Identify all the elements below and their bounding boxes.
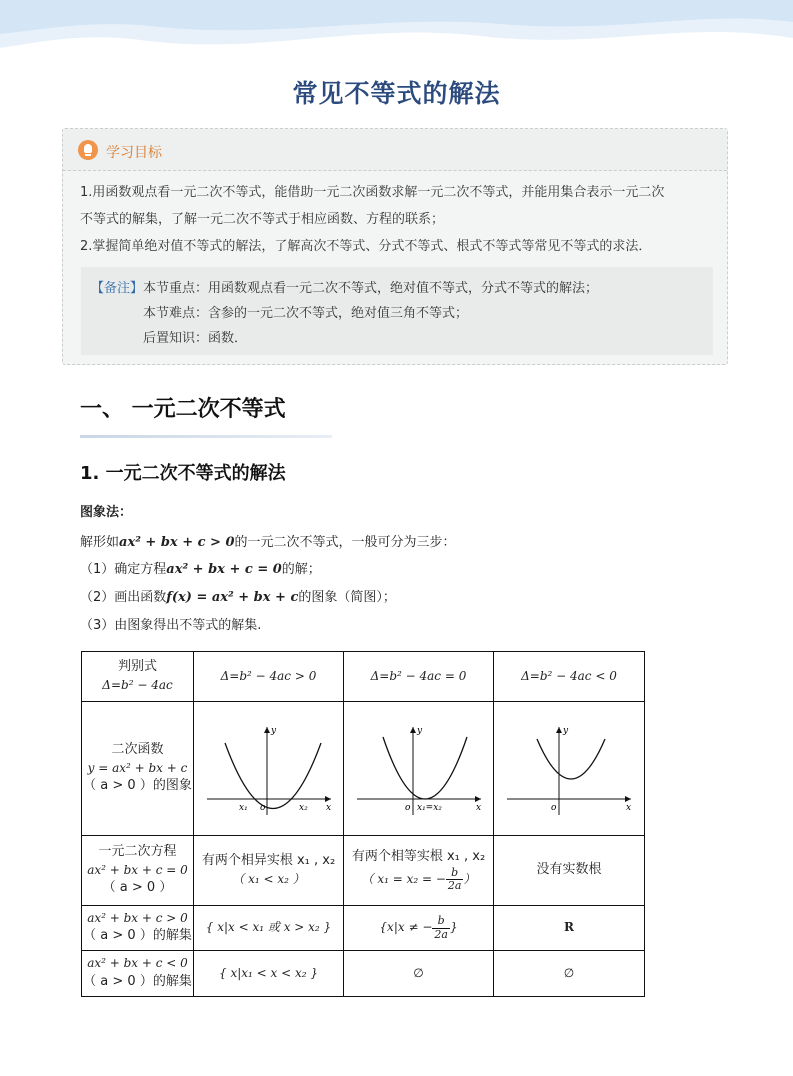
step-3: （3）由图象得出不等式的解集.: [80, 618, 262, 633]
section-underline: [80, 435, 332, 438]
parabola-two-roots-graph: [199, 719, 339, 819]
table-cell: [344, 702, 494, 836]
lightbulb-icon: [78, 140, 98, 160]
svg-text:x₁: x₁: [238, 802, 248, 813]
table-cell: 没有实数根: [494, 836, 645, 906]
step-2: （2）画出函数f(x) = ax² + bx + c的图象（简图）；: [80, 590, 396, 605]
table-row: [82, 951, 645, 997]
learning-goals-header: [63, 129, 727, 171]
table-cell: ax² + bx + c > 0 （ a > 0 ）的解集: [82, 906, 194, 951]
learning-goals-box: [62, 128, 728, 365]
section-title: 一、 一元二次不等式: [80, 397, 286, 422]
svg-text:x: x: [325, 802, 331, 813]
table-cell: R: [494, 906, 645, 951]
table-cell: [494, 702, 645, 836]
table-cell: { x|x < x₁ 或 x > x₂ }: [194, 906, 344, 951]
svg-text:y: y: [416, 725, 422, 736]
table-cell: ax² + bx + c < 0 （ a > 0 ）的解集: [82, 951, 194, 997]
table-cell: Δ=b² − 4ac < 0: [494, 652, 645, 702]
table-row: [82, 652, 645, 702]
table-row: [82, 906, 645, 951]
table-cell: 一元二次方程 ax² + bx + c = 0 （ a > 0 ）: [82, 836, 194, 906]
goal-line-2: 不等式的解集，了解一元二次不等式于相应函数、方程的联系；: [80, 212, 445, 227]
table-cell: 判别式 Δ=b² − 4ac: [82, 652, 194, 702]
table-cell: {x|x ≠ − $\frac{b}{2a}$ }: [344, 906, 494, 951]
goal-line-3: 2.掌握简单绝对值不等式的解法，了解高次不等式、分式不等式、根式不等式等常见不等式的求法．: [80, 239, 652, 254]
header-wave: [0, 0, 793, 60]
svg-text:x: x: [626, 802, 632, 813]
svg-text:x₂: x₂: [298, 802, 308, 813]
parabola-one-root-graph: [349, 719, 489, 819]
svg-text:x₁=x₂: x₁=x₂: [416, 802, 442, 813]
note-line-3: 后置知识：函数．: [143, 331, 248, 346]
svg-text:y: y: [563, 725, 569, 736]
note-tag: 【备注】: [91, 281, 144, 296]
table-cell: ∅: [494, 951, 645, 997]
page-title: 常见不等式的解法: [292, 79, 501, 108]
goal-line-1: 1.用函数观点看一元二次不等式，能借助一元二次函数求解一元二次不等式，并能用集合表示一元二次: [80, 185, 665, 200]
quadratic-table: [81, 651, 644, 996]
note-line-1: 【备注】本节重点：用函数观点看一元二次不等式，绝对值不等式，分式不等式的解法；: [91, 281, 599, 296]
table-row: [82, 702, 645, 836]
svg-text:y: y: [270, 725, 276, 736]
learning-goals-title: 学习目标: [106, 145, 162, 161]
note-box: [81, 267, 713, 355]
table-cell: Δ=b² − 4ac = 0: [344, 652, 494, 702]
svg-text:o: o: [551, 802, 557, 813]
table-cell: 有两个相异实根 x₁ , x₂ （ x₁ < x₂ ）: [194, 836, 344, 906]
table-cell: ∅: [344, 951, 494, 997]
table-row: [82, 836, 645, 906]
method-label: 图象法：: [80, 505, 133, 520]
note-line-2: 本节难点：含参的一元二次不等式，绝对值三角不等式；: [143, 306, 469, 321]
table-cell: Δ=b² − 4ac > 0: [194, 652, 344, 702]
svg-text:o: o: [259, 802, 265, 813]
table-cell: 有两个相等实根 x₁ , x₂ （ x₁ = x₂ = − $\frac{b}{2a}$ ）: [344, 836, 494, 906]
table-cell: { x|x₁ < x < x₂ }: [194, 951, 344, 997]
subsection-title: 1. 一元二次不等式的解法: [80, 463, 286, 484]
intro-line: 解形如ax² + bx + c > 0的一元二次不等式，一般可分为三步：: [80, 535, 456, 550]
parabola-no-root-graph: [499, 719, 639, 819]
svg-text:x: x: [475, 802, 481, 813]
table-cell: 二次函数 y = ax² + bx + c （ a > 0 ）的图象: [82, 702, 194, 836]
table-cell: [194, 702, 344, 836]
svg-text:o: o: [404, 802, 410, 813]
step-1: （1）确定方程ax² + bx + c = 0的解；: [80, 562, 321, 577]
